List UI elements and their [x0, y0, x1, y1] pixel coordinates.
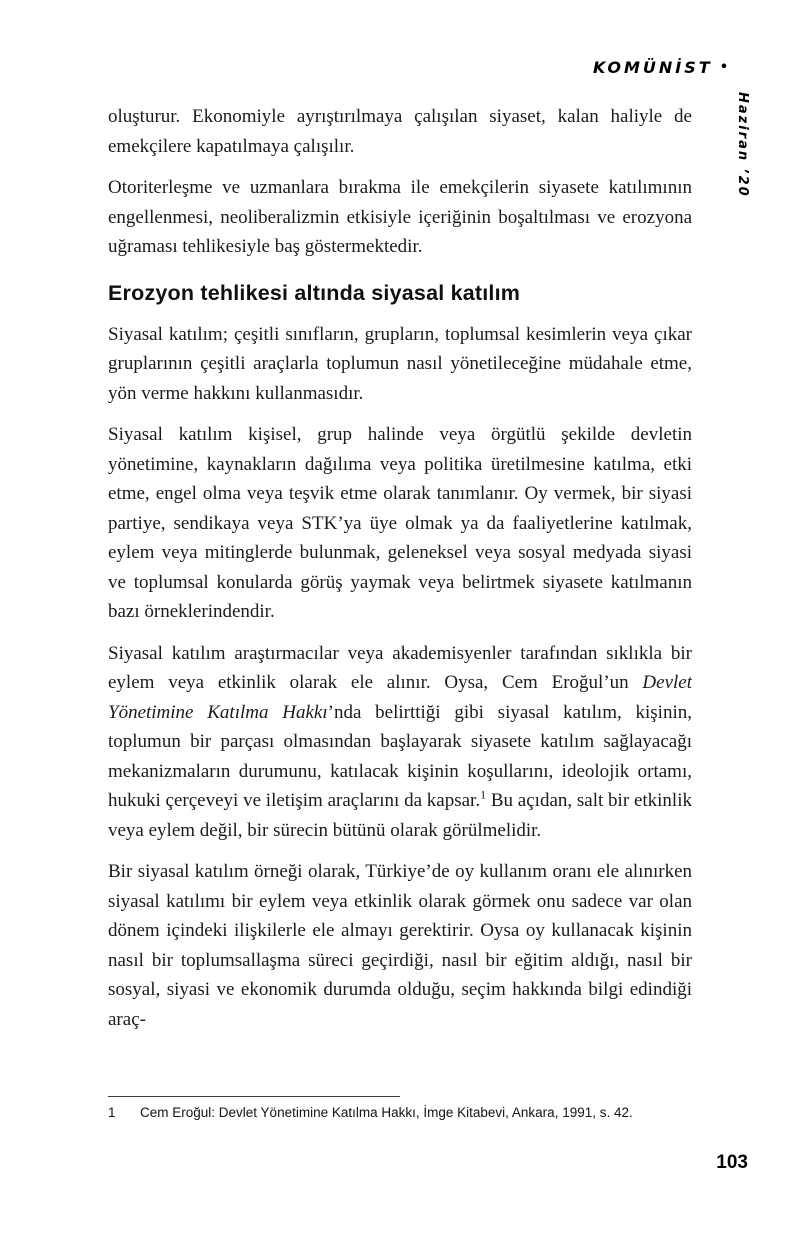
footnote-divider: [108, 1096, 400, 1097]
section-heading: Erozyon tehlikesi altında siyasal katılım: [108, 280, 521, 305]
footnote: [108, 1104, 692, 1122]
paragraph-siyasal-katilim-tanim: Siyasal katılım; çeşitli sınıfların, grupların, toplumsal kesimlerin veya çıkar gruplarının çeşitli araçlarla toplumun nasıl yönetileceğine müdahale etme, yön verme hakkını kullanmasıdır.: [108, 323, 692, 404]
paragraph-part: ’nda belirttiği gibi siyasal katılım, kişinin, toplumun bir parçası olmasından başlayarak siyasete katılım sağlayacağı mekanizmaların durumunu, katılacak kişinin koşullarını, ideolojik ortamı, hukuki çerçeveyi ve iletişim araçlarını da kapsar.: [108, 701, 692, 811]
paragraph-katilim-ornekleri: Siyasal katılım kişisel, grup halinde veya örgütlü şekilde devletin yönetimine, kaynakların dağılıma veya politika üretilmesine katılma, etki etme, engel olma veya teşvik etme olarak tanımlanır. Oy vermek, bir siyasi partiye, sendikaya veya STK’ya üye olmak ya da faaliyetlerine katılmak, eylem veya mitinglerde bulunmak, geleneksel veya sosyal medyada siyasi ve toplumsal konularda görüş yaymak veya belirtmek siyasete katılmanın bazı örneklerindendir.: [108, 424, 692, 622]
paragraph-otoriterlesme: Otoriterleşme ve uzmanlara bırakma ile emekçilerin siyasete katılımının engellenmesi, neoliberalizmin etkisiyle içeriğinin boşaltılması ve erozyona uğraması tehlikesiyle baş göstermektedir.: [108, 177, 692, 257]
issue-date-vertical: Haziran ’20: [735, 92, 750, 198]
footnote-text: Cem Eroğul: Devlet Yönetimine Katılma Hakkı, İmge Kitabevi, Ankara, 1991, s. 42.: [140, 1105, 633, 1120]
footnote-area: [108, 1096, 692, 1122]
journal-title: KOMÜNİST: [593, 58, 713, 77]
paragraph-part: Siyasal katılım araştırmacılar veya akademisyenler tarafından sıklıkla bir eylem veya etkinlik olarak ele alınır. Oysa, Cem Eroğul’un: [108, 642, 692, 693]
paragraph-part: Bu açıdan, salt bir etkinlik veya eylem değil, bir sürecin bütünü olarak görülmelidir.: [108, 790, 692, 841]
text-column: [108, 102, 692, 1092]
footnote-number: 1: [108, 1105, 116, 1120]
masthead: [593, 58, 728, 77]
bullet-icon: •: [719, 60, 728, 75]
book-title-italic: Devlet Yönetimine Katılma Hakkı: [108, 672, 692, 723]
footnote-ref: 1: [480, 787, 487, 802]
paragraph-arastirmacilar: [108, 639, 692, 846]
paragraph-continuation: oluşturur. Ekonomiyle ayrıştırılmaya çalışılan siyaset, kalan haliyle de emekçilere kapatılmaya çalışılır.: [108, 106, 692, 157]
page-number: 103: [716, 1152, 748, 1173]
paragraph-oy-kullanim: Bir siyasal katılım örneği olarak, Türkiye’de oy kullanım oranı ele alınırken siyasal katılımı bir eylem veya etkinlik olarak görmek onu sadece var olan dönem içindeki ilişkilerle ele almayı gerektirir. Oysa oy kullanacak kişinin nasıl bir toplumsallaşma süreci geçirdiği, nasıl bir eğitim aldığı, nasıl bir sosyal, siyasi ve ekonomik durumda olduğu, seçim hakkında bilgi edindiği araç-: [108, 861, 692, 1030]
